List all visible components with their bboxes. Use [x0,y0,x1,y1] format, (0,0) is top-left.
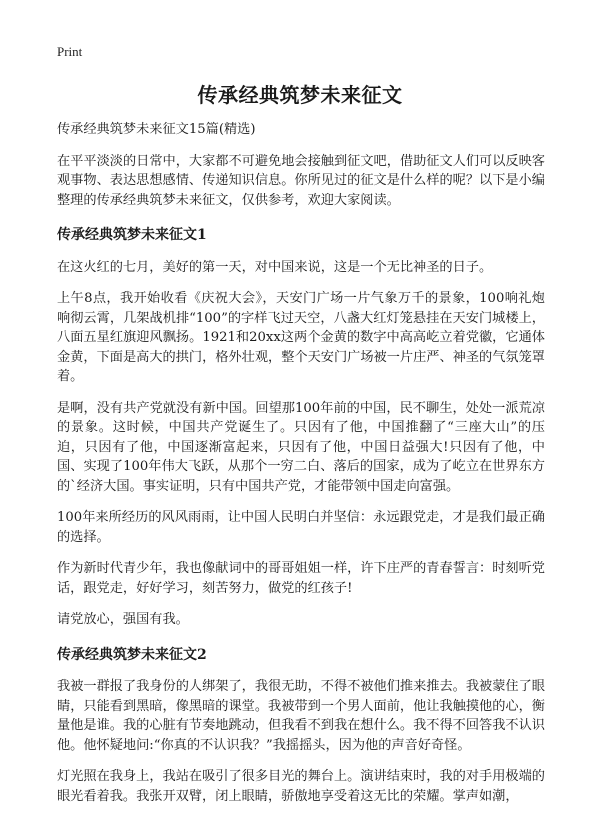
essay-section-1 [57,226,545,630]
paragraph: 100年来所经历的风风雨雨，让中国人民明白并坚信：永远跟党走，才是我们最正确的选择。 [57,510,545,545]
print-link[interactable]: Print [57,44,83,59]
essay-section-2 [57,646,545,807]
paragraph: 灯光照在我身上，我站在吸引了很多目光的舞台上。演讲结束时，我的对手用极端的眼光看着我。我张开双臂，闭上眼睛，骄傲地享受着这无比的荣耀。掌声如潮， [57,769,545,804]
intro-paragraph: 在平平淡淡的日常中，大家都不可避免地会接触到征文吧，借助征文人们可以反映客观事物、表达思想感情、传递知识信息。你所见过的征文是什么样的呢？以下是小编整理的传承经典筑梦未来征文，仅供参考，欢迎大家阅读。 [57,153,545,208]
paragraph: 在这火红的七月，美好的第一天，对中国来说，这是一个无比神圣的日子。 [57,259,493,275]
paragraph: 是啊，没有共产党就没有新中国。回望那100年前的中国，民不聊生，处处一派荒凉的景象。这时候，中国共产党诞生了。只因有了他，中国推翻了“三座大山”的压迫，只因有了他，中国逐渐富起来，只因有了他，中国日益强大!只因有了他，中国、实现了100年伟大飞跃，从那个一穷二白、落后的国家，成为了屹立在世界东方的`经济大国。事实证明，只有中国共产党，才能带领中国走向富强。 [57,400,545,494]
section-heading: 传承经典筑梦未来征文1 [57,227,207,243]
document-subtitle: 传承经典筑梦未来征文15篇(精选) [57,122,256,137]
document-title: 传承经典筑梦未来征文 [197,83,403,107]
document-body [57,120,545,818]
section-heading: 传承经典筑梦未来征文2 [57,646,207,663]
paragraph: 我被一群报了我身份的人绑架了，我很无助，不得不被他们推来推去。我被蒙住了眼睛，只能看到黑暗，像黑暗的课堂。我被带到一个男人面前，他让我触摸他的心，衡量他是谁。我的心脏有节奏地跳动，但我看不到我在想什么。我不得不回答我不认识他。他怀疑地问:“你真的不认识我？”我摇摇头，因为他的声音好奇怪。 [57,679,545,753]
paragraph: 请党放心，强国有我。 [57,612,189,627]
paragraph: 作为新时代青少年，我也像献词中的哥哥姐姐一样，许下庄严的青春誓言：时刻听党话，跟党走，好好学习，刻苦努力，做党的红孩子! [57,561,545,596]
paragraph: 上午8点，我开始收看《庆祝大会》，天安门广场一片气象万千的景象，100响礼炮响彻云霄，几架战机排“100”的字样飞过天空，八盏大红灯笼悬挂在天安门城楼上，八面五星红旗迎风飘扬。1921和20xx这两个金黄的数字中高高屹立着党徽，它通体金黄，下面是高大的拱门，格外壮观，整个天安门广场被一片庄严、神圣的气氛笼罩着。 [57,291,545,384]
